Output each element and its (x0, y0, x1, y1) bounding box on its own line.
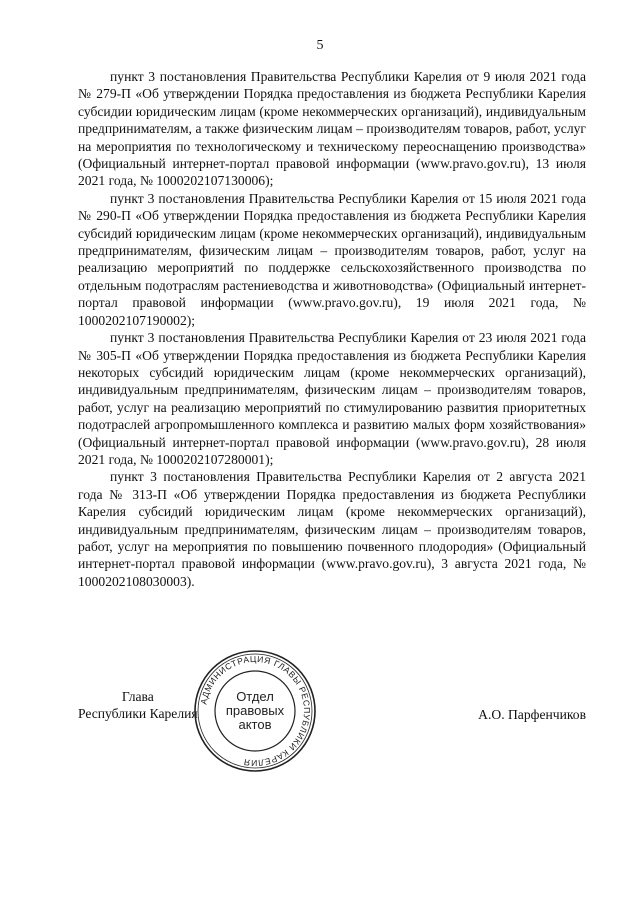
signatory-title-line1: Глава (121, 689, 154, 704)
paragraph-2: пункт 3 постановления Правительства Республики Карелия от 15 июля 2021 года № 290-П «Об утверждении Порядка предоставления из бюджета Республики Карелия субсидий юридическим лицам (кроме некоммерческих организаций), индивидуальным предпринимателям, физическим лицам – производителям товаров, работ, услуг на реализацию мероприятий по поддержке сельскохозяйственного производства по отдельным подотраслям растениеводства и животноводства» (Официальный интернет-портал правовой информации (www.pravo.gov.ru), 19 июля 2021 года, № 1000202107190002); (78, 190, 586, 328)
stamp-line-2: правовых (225, 703, 285, 718)
signatory-title (78, 688, 198, 723)
stamp-ring-text: АДМИНИСТРАЦИЯ ГЛАВЫ РЕСПУБЛИКИ КАРЕЛИЯ (198, 653, 313, 769)
paragraph-1: пункт 3 постановления Правительства Республики Карелия от 9 июля 2021 года № 279-П «Об утверждении Порядка предоставления из бюджета Республики Карелия субсидии юридическим лицам (кроме некоммерческих организаций), индивидуальным предпринимателям, а также физическим лицам – производителям товаров, работ, услуг на мероприятия по технологическому и техническому переоснащению производства» (Официальный интернет-портал правовой информации (www.pravo.gov.ru), 13 июля 2021 года, № 1000202107130006); (78, 69, 586, 189)
signature-block (78, 688, 586, 768)
stamp-line-3: актов (238, 717, 272, 732)
paragraph-4: пункт 3 постановления Правительства Республики Карелия от 2 августа 2021 года № 313-П «Об утверждении Порядка предоставления из бюджета Республики Карелия субсидий юридическим лицам (кроме некоммерческих организаций), индивидуальным предпринимателям, физическим лицам – производителям товаров, работ, услуг на мероприятия по повышению почвенного плодородия» (Официальный интернет-портал правовой информации (www.pravo.gov.ru), 3 августа 2021 года, № 1000202108030003). (78, 469, 586, 589)
paragraph-3: пункт 3 постановления Правительства Республики Карелия от 23 июля 2021 года № 305-П «Об утверждении Порядка предоставления из бюджета Республики Карелия некоторых субсидий юридическим лицам (кроме некоммерческих организаций), индивидуальным предпринимателям, физическим лицам – производителям товаров, работ, услуг на реализацию мероприятий по стимулированию развития приоритетных подотраслей агропромышленного комплекса и развитию малых форм хозяйствования» (Официальный интернет-портал правовой информации (www.pravo.gov.ru), 28 июля 2021 года, № 1000202107280001); (78, 330, 586, 467)
signatory-title-line2: Республики Карелия (78, 706, 198, 722)
official-stamp-icon (192, 648, 318, 774)
signatory-name: А.О. Парфенчиков (478, 707, 586, 722)
stamp-line-1: Отдел (236, 689, 274, 704)
page-number: 5 (316, 38, 324, 53)
document-body (78, 68, 586, 590)
